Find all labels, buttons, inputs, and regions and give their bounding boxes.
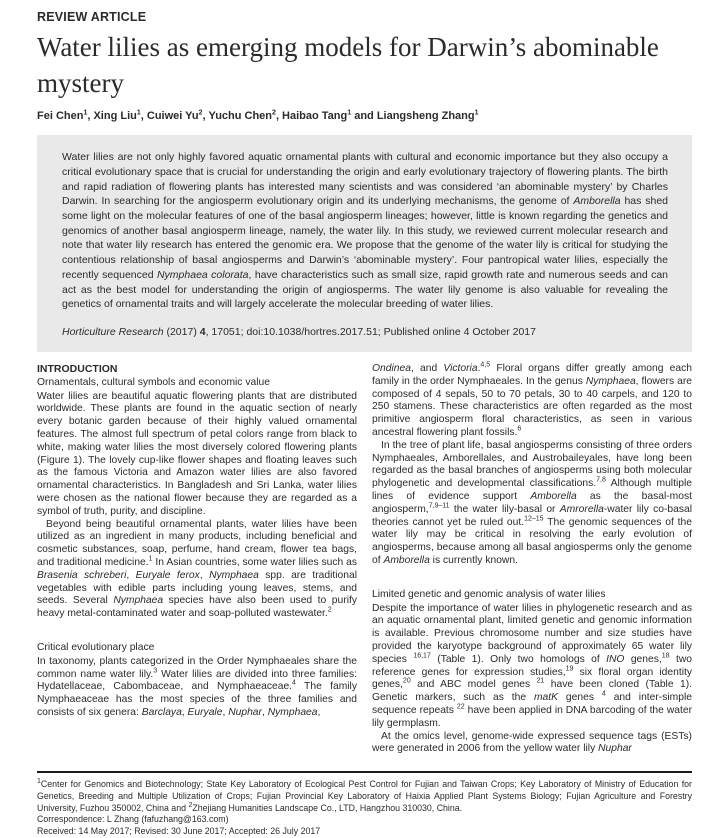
article-title: Water lilies as emerging models for Darwin’s abominable mystery	[37, 32, 659, 98]
body-paragraph: At the omics level, genome-wide expressed sequence tags (ESTs) were generated in 2006 from the yellow water lily Nuphar	[372, 730, 692, 755]
left-column	[37, 363, 357, 756]
section-heading: Critical evolutionary place	[37, 641, 155, 653]
body-paragraph: Ondinea, and Victoria.$^{4,5}$ Floral organs differ greatly among each family in the order Nymphaeales. In the genus Nymphaea, flowers are composed of 4 sepals, 50 to 70 petals, 30 to 40 carpels, and 120 to 250 stamens. These characteristics are often regarded as the most primitive angiosperm floral characteristics, as seen in various ancestral flowering plant fossils.$^6$	[372, 361, 693, 438]
body-paragraph: Beyond being beautiful ornamental plants, water lilies have been utilized as an ingredient in many products, including beneficial and cosmetic substances, soap, perfume, hand cream, flower tea bags, and traditional medicine.$^1$ In Asian countries, some water lilies such as Brasenia schreberi, Euryale ferox, Nymphaea spp. are traditional vegetables with edible parts including young leaves, stems, and seeds. Several Nymphaea species have also been used to purify heavy metal-contaminated water and soap-polluted wastewater.$^2$	[37, 518, 357, 620]
correspondence-line: Correspondence: L Zhang (fafuzhang@163.com)	[37, 814, 229, 825]
section-heading: Ornamentals, cultural symbols and economic value	[37, 376, 270, 388]
abstract-paragraph: Water lilies are not only highly favored aquatic ornamental plants with cultural and economic importance but they also occupy a critical evolutionary space that is crucial for understanding the origin and early evolutionary trajectory of flowering plants. The birth and rapid radiation of flowering plants has interested many scientists and was considered ‘an abominable mystery’ by Charles Darwin. In searching for the angiosperm evolutionary origin and its underlying mechanisms, the genome of Amborella has shed some light on the molecular features of one of the basal angiosperm lineages; however, little is known regarding the genetics and genomics of another basal angiosperm lineage, namely, the water lily. In this study, we reviewed current molecular research and note that water lily research has entered the genomic era. We propose that the genome of the water lily is critical for studying the contentious relationship of basal angiosperms and Darwin’s ‘abominable mystery’. Four pantropical water lilies, especially the recently sequenced Nymphaea colorata, have characteristics such as small size, rapid growth rate and numerous seeds and can act as the best model for understanding the origin of angiosperms. The water lily genome is also valuable for revealing the genetics of ornamental traits and will largely accelerate the molecular breeding of water lilies.	[62, 151, 668, 311]
body-paragraph: In taxonomy, plants categorized in the Order Nymphaeales share the common name water lily.$^3$ Water lilies are divided into three families: Hydatellaceae, Cabombaceae, and Nymphaeaceae.$^4$ The family Nymphaeaceae has the most species of the three families and consists of six genera: Barclaya, Euryale, Nuphar, Nymphaea,	[37, 655, 357, 718]
right-column	[372, 363, 692, 756]
body-columns	[37, 363, 692, 756]
body-paragraph: Water lilies are beautiful aquatic flowering plants that are distributed worldwide. These plants are found in the aquatic section of nearly every botanic garden because of their highly valued ornamental features. The almost full spectrum of petal colors range from black to white, making water lilies the most diversely colored flowering plants (Figure 1). The lovely cup-like flower shapes and floating leaves such as the famous Victoria and Amazon water lilies are also favored ornamental characteristics. In Bangladesh and Sri Lanka, water lilies were chosen as the national flower because they are regarded as a symbol of truth, purity, and discipline.	[37, 390, 357, 517]
section-heading: INTRODUCTION	[37, 362, 118, 375]
author-line: Fei Chen$^1$, Xing Liu$^1$, Cuiwei Yu$^2$, Yuchu Chen$^2$, Haibao Tang$^1$ and Liangsheng Zhang$^1$	[37, 109, 479, 123]
citation-line: Horticulture Research (2017) 4, 17051; doi:10.1038/hortres.2017.51; Published online 4 October 2017	[62, 325, 536, 338]
body-paragraph: In the tree of plant life, basal angiosperms consisting of three orders Nymphaeales, Amborellales, and Austrobaileyales, have long been regarded as the basal branches of angiosperms using both molecular phylogenetic and developmental classifications.$^{7,8}$ Although multiple lines of evidence support Amborella as the basal-most angiosperm,$^{7,9-11}$ the water lily-basal or Amrorella-water lily co-basal theories cannot yet be ruled out.$^{12-15}$ The genomic sequences of the water lily may be critical in resolving the early evolution of angiosperms, because among all basal angiosperms only the genome of Amborella is currently known.	[372, 439, 693, 566]
section-heading: Limited genetic and genomic analysis of water lilies	[372, 588, 606, 600]
abstract-box	[37, 135, 692, 352]
article-type-label: REVIEW ARTICLE	[37, 10, 147, 24]
dates-line: Received: 14 May 2017; Revised: 30 June 2017; Accepted: 26 July 2017	[37, 826, 321, 837]
affiliations-text: $^1$Center for Genomics and Biotechnology; State Key Laboratory of Ecological Pest Control for Fujian and Taiwan Crops; Key Laboratory of Ministry of Education for Genetics, Breeding and Multiple Utilization of Crops; Fujian Provincial Key Laboratory of Haixia Applied Plant Systems Biology; Fujian Agriculture and Forestry University, Fuzhou 350002, China and $^2$Zhejiang Humanities Landscape Co., LTD, Hangzhou 310030, China.	[37, 778, 692, 813]
body-paragraph: Despite the importance of water lilies in phylogenetic research and as an aquatic ornamental plant, limited genetic and genomic information is available. Previous chromosome number and size studies have provided the karyotype background of approximately 65 water lily species $^{16,17}$ (Table 1). Only two homologs of INO genes,$^{18}$ two reference genes for expression studies,$^{19}$ six floral organ identity genes,$^{20}$ and ABC model genes $^{21}$ have been cloned (Table 1). Genetic markers, such as the matK genes $^4$ and inter-simple sequence repeats $^{22}$ have been applied in DNA barcoding of the water lily germplasm.	[372, 602, 692, 729]
